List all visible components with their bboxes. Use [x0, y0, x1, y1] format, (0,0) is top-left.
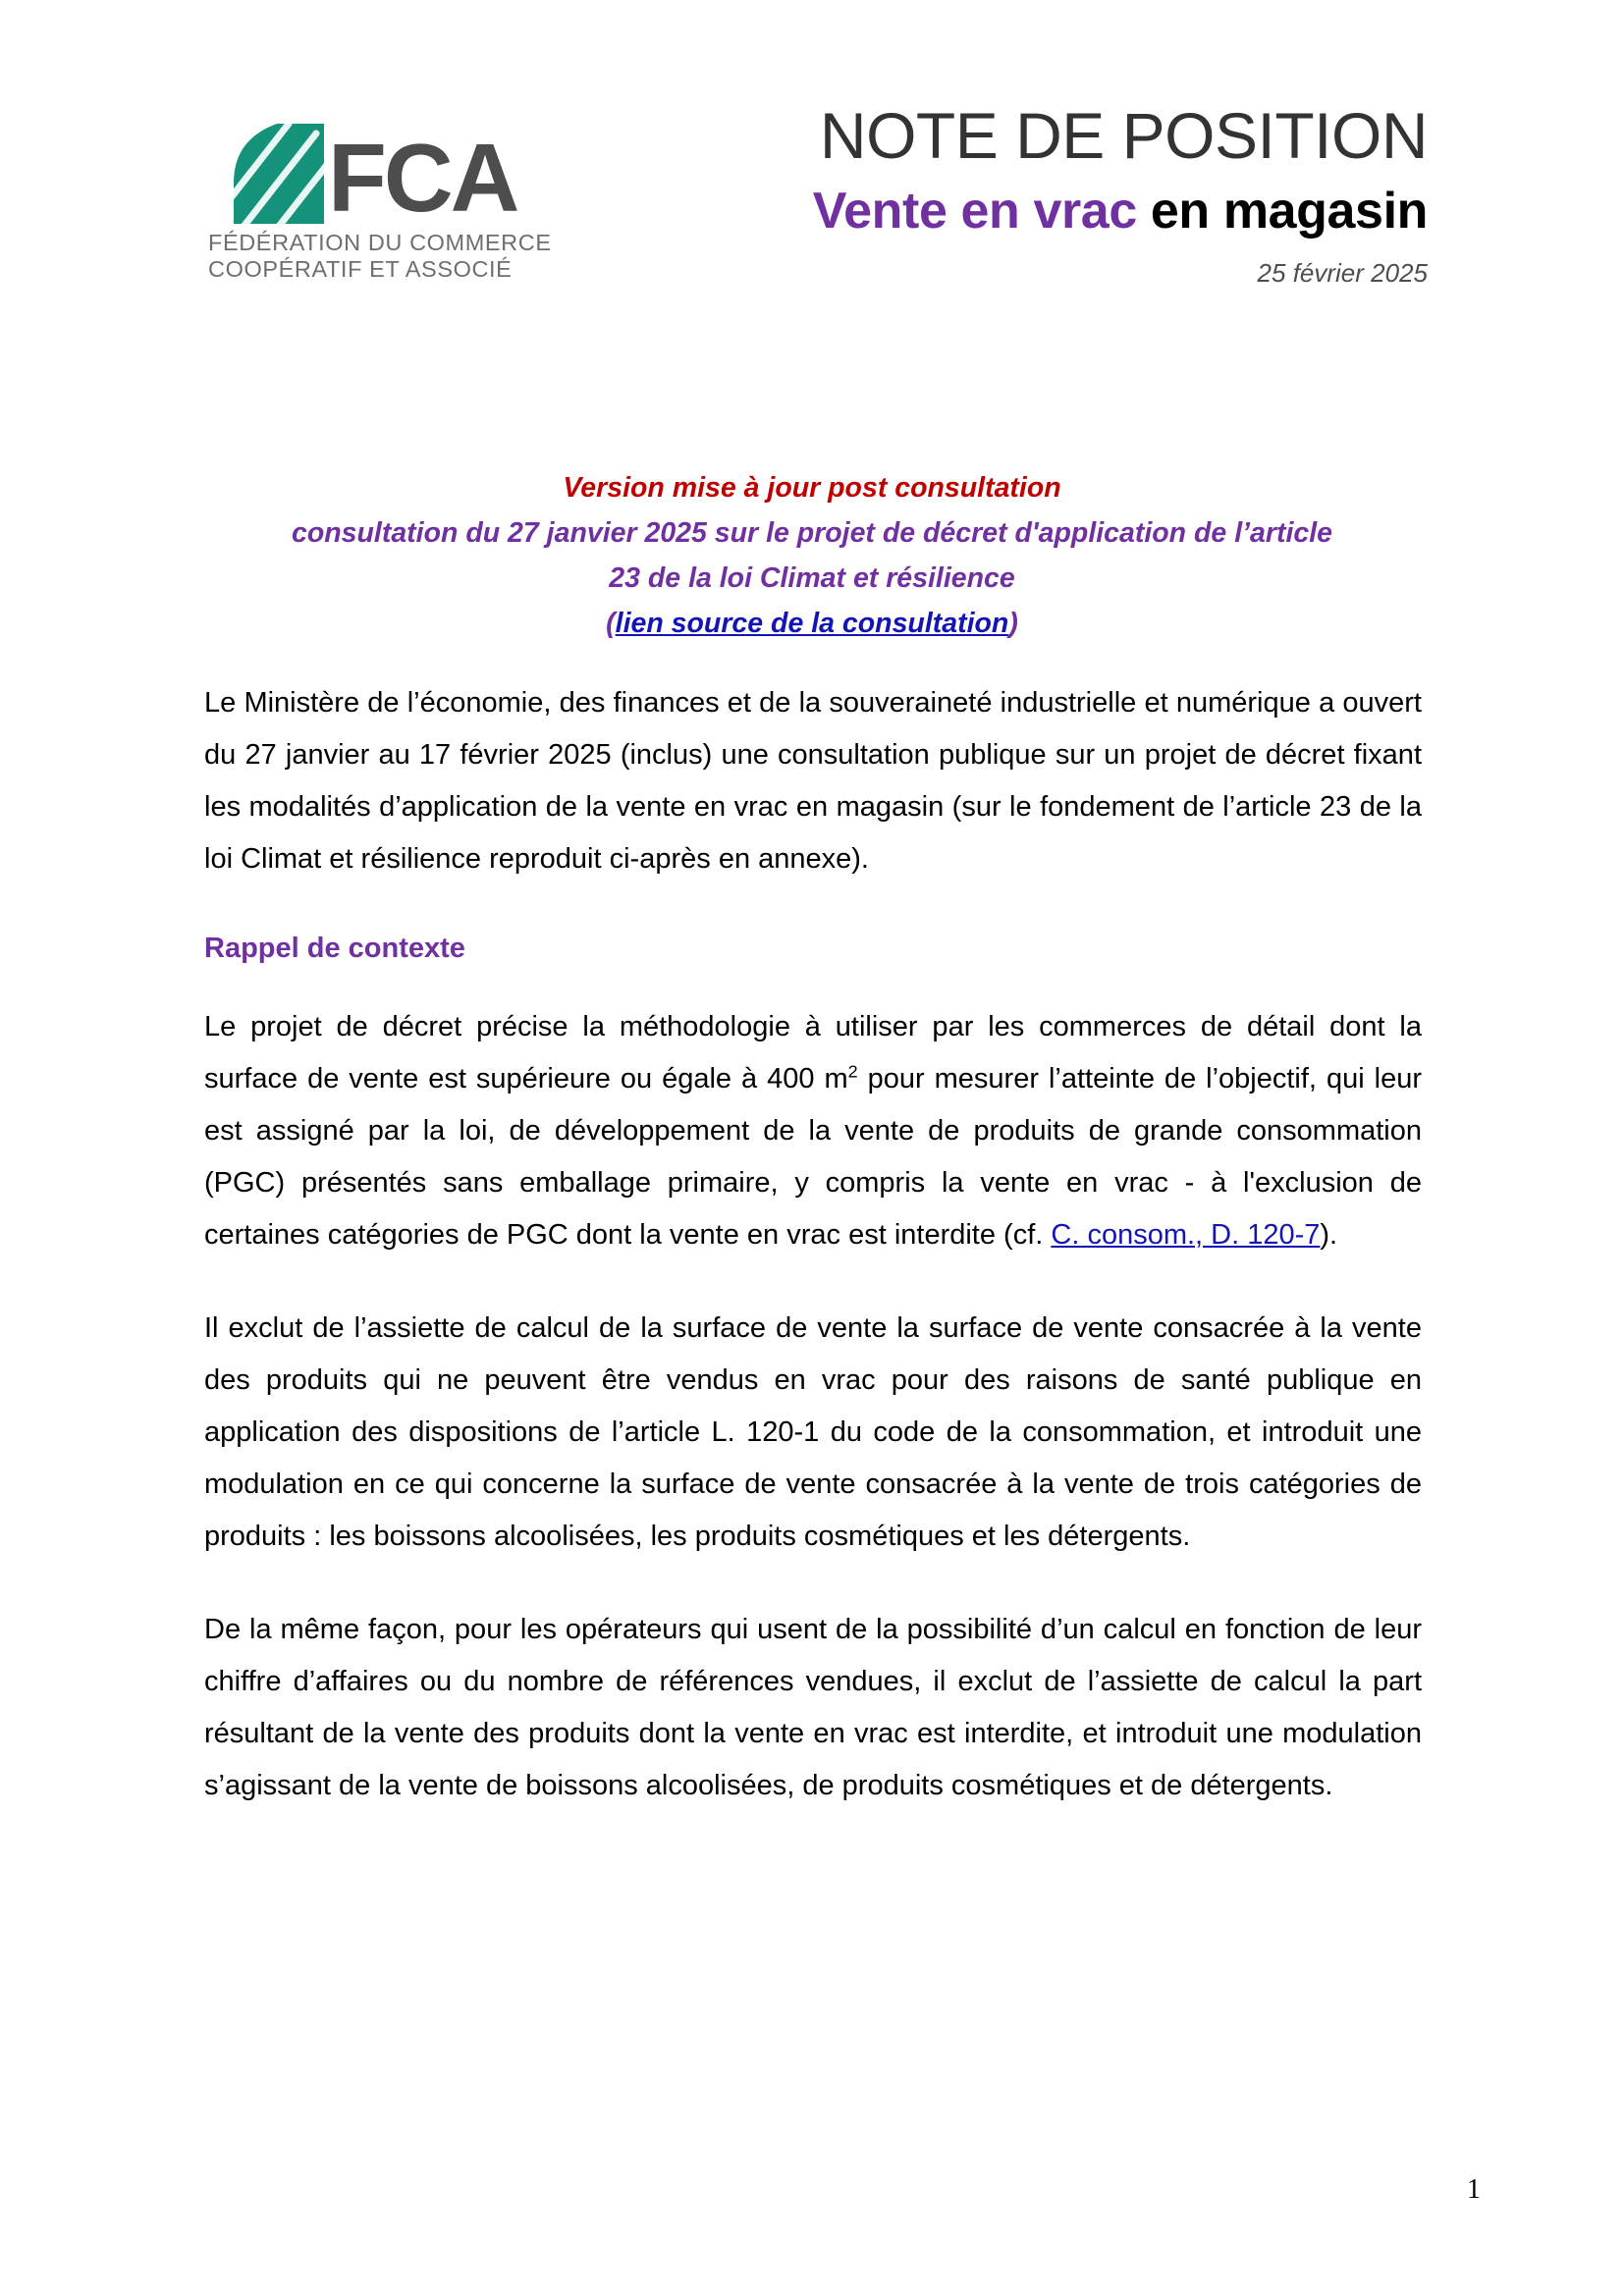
body-paragraph-4: De la même façon, pour les opérateurs qui usent de la possibilité d’un calcul en fonction de leur chiffre d’affaires ou du nombre de références vendues, il exclut de l’assiette de calcul la part résultant de la vente des produits dont la vente en vrac est interdite, et introduit une modulation s’agissant de la vente de boissons alcoolisées, de produits cosmétiques et de détergents.	[204, 1614, 1422, 1801]
fca-logo	[204, 116, 568, 283]
intro-line-source-link	[204, 601, 1420, 646]
logo-tagline-line-2: COOPÉRATIF ET ASSOCIÉ	[208, 256, 513, 282]
fca-logo-mark-icon	[204, 122, 324, 224]
document-subtitle	[589, 177, 1428, 245]
intro-line-consultation: consultation du 27 janvier 2025 sur le projet de décret d'application de l’article	[291, 517, 1332, 549]
consultation-source-link[interactable]: lien source de la consultation	[615, 608, 1009, 639]
paren-close: )	[1008, 608, 1018, 639]
logo-top-row	[204, 116, 568, 232]
code-consommation-link[interactable]: C. consom., D. 120-7	[1051, 1219, 1321, 1251]
subtitle-plain-text: en magasin	[1136, 183, 1428, 240]
document-date: 25 février 2025	[1257, 258, 1428, 288]
intro-line-version: Version mise à jour post consultation	[563, 472, 1061, 504]
paragraph-2-text-part-1: Le projet de décret précise la méthodologie à utiliser par les commerces de détail dont la surface de vente est supérieure ou égale à 400 m	[204, 1011, 1422, 1095]
body-paragraph-1: Le Ministère de l’économie, des finances et de la souveraineté industrielle et numérique a ouvert du 27 janvier au 17 février 2025 (inclus) une consultation publique sur un projet de décret fixant les modalités d’application de la vente en vrac en magasin (sur le fondement de l’article 23 de la loi Climat et résilience reproduit ci-après en annexe).	[204, 687, 1422, 875]
page-number: 1	[1467, 2174, 1481, 2205]
paragraph-2-text-part-3: ).	[1320, 1219, 1338, 1251]
paragraph-2-text-part-2: pour mesurer l’atteinte de l’objectif, qui leur est assigné par la loi, de développement de la vente de produits de grande consommation (PGC) présentés sans emballage primaire, y compris la vente en vrac - à l'exclusion de certaines catégories de PGC dont la vente en vrac est interdite (cf.	[204, 1063, 1422, 1251]
superscript-squared: 2	[847, 1061, 858, 1082]
document-title: NOTE DE POSITION	[819, 99, 1428, 172]
document-body	[204, 677, 1422, 1853]
intro-line-loi: 23 de la loi Climat et résilience	[609, 562, 1015, 594]
logo-tagline-line-1: FÉDÉRATION DU COMMERCE	[208, 230, 552, 255]
body-paragraph-2	[204, 1001, 1422, 1261]
body-paragraph-3: Il exclut de l’assiette de calcul de la surface de vente la surface de vente consacrée à la vente des produits qui ne peuvent être vendus en vrac pour des raisons de santé publique en application des dispositions de l’article L. 120-1 du code de la consommation, et introduit une modulation en ce qui concerne la surface de vente consacrée à la vente de trois catégories de produits : les boissons alcoolisées, les produits cosmétiques et les détergents.	[204, 1312, 1422, 1552]
title-block	[589, 94, 1428, 293]
intro-callout	[204, 465, 1420, 646]
paren-open: (	[606, 608, 616, 639]
document-header	[0, 99, 1624, 381]
logo-wordmark: FCA	[328, 124, 517, 232]
subtitle-accent-text: Vente en vrac	[812, 183, 1137, 240]
section-heading-rappel-de-contexte: Rappel de contexte	[204, 933, 465, 964]
